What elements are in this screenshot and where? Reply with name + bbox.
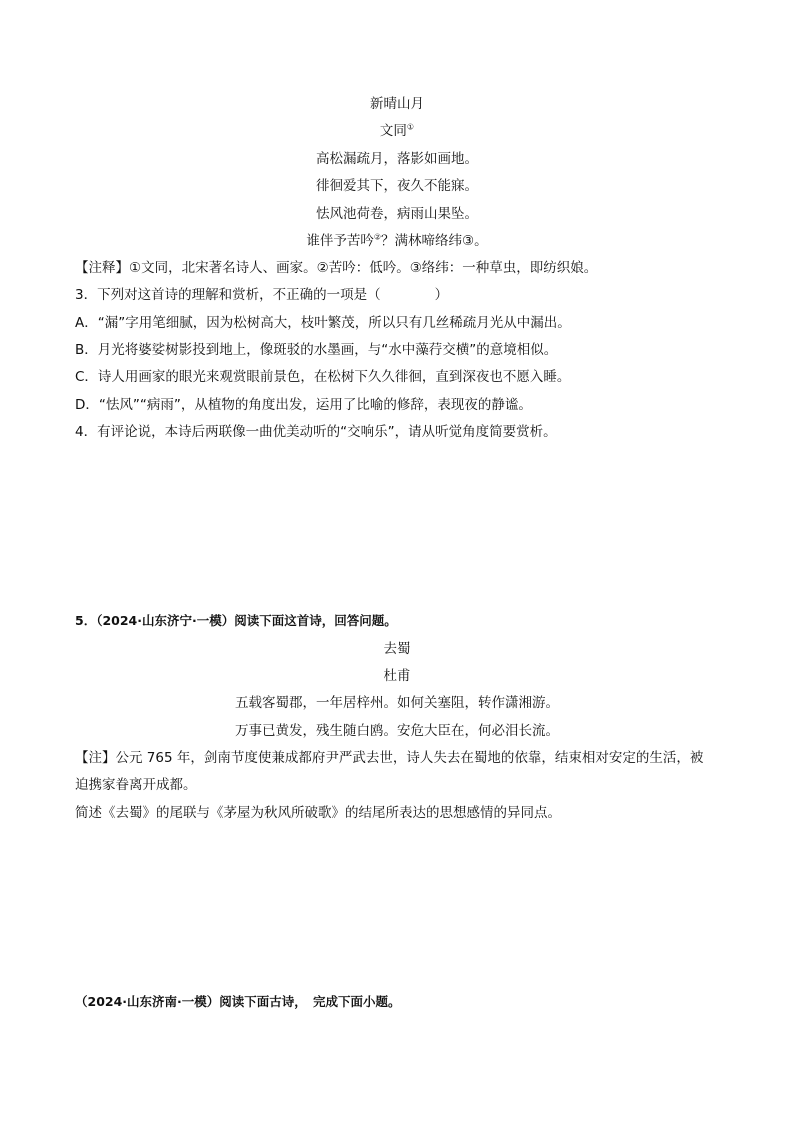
- poem1-author-name: 文同: [379, 123, 407, 139]
- poem1-line-4: [0, 232, 794, 250]
- poem1-line-2: 徘徊爱其下，夜久不能寐。: [316, 178, 478, 194]
- q5-poem-line-2: 万事已黄发，残生随白鸥。安危大臣在，何必泪长流。: [235, 723, 559, 739]
- poem1-line-1: 高松漏疏月，落影如画地。: [316, 151, 478, 167]
- q5-note-line-2: 迫携家眷离开成都。: [75, 777, 197, 793]
- poem1-line-4-text: 谁伴予苦吟: [306, 233, 374, 249]
- q5-note-line-1: 【注】公元 765 年，剑南节度使兼成都府尹严武去世，诗人失去在蜀地的依靠，结束相对安定的生活，被: [75, 750, 704, 766]
- poem1-line-4-note-mark: ②: [373, 232, 382, 242]
- q5-header: 5．（2024·山东济宁·一模）阅读下面这首诗，回答问题。: [75, 613, 397, 628]
- q5-poem-title: 去蜀: [383, 641, 411, 657]
- q5-poem-line-1: 五载客蜀郡，一年居梓州。如何关塞阻，转作潇湘游。: [235, 695, 559, 711]
- poem1-notes: 【注释】①文同，北宋著名诗人、画家。②苦吟：低吟。③络纬：一种草虫，即纺织娘。: [75, 260, 598, 276]
- q6-header: （2024·山东济南·一模）阅读下面古诗， 完成下面小题。: [75, 994, 401, 1009]
- q5-question: 简述《去蜀》的尾联与《茅屋为秋风所破歌》的结尾所表达的思想感情的异同点。: [75, 805, 561, 821]
- q3-option-b: B．月光将婆娑树影投到地上，像斑驳的水墨画，与“水中藻荇交横”的意境相似。: [75, 342, 558, 358]
- q5-poem-author: 杜甫: [383, 668, 411, 684]
- poem1-line-4-tail: ？满林啼络纬③。: [381, 233, 488, 249]
- q3-option-c: C．诗人用画家的眼光来观赏眼前景色，在松树下久久徘徊，直到深夜也不愿入睡。: [75, 369, 571, 385]
- q3-option-a: A．“漏”字用笔细腻，因为松树高大，枝叶繁茂，所以只有几丝稀疏月光从中漏出。: [75, 315, 571, 331]
- poem1-author: [0, 122, 794, 140]
- poem1-author-note-mark: ①: [406, 122, 415, 132]
- q3-stem: 3．下列对这首诗的理解和赏析，不正确的一项是（ ）: [75, 287, 449, 303]
- poem1-title: 新晴山月: [370, 96, 424, 112]
- q4-stem: 4．有评论说，本诗后两联像一曲优美动听的“交响乐”，请从听觉角度简要赏析。: [75, 424, 557, 440]
- q3-option-d: D．“怯风”“病雨”，从植物的角度出发，运用了比喻的修辞，表现夜的静谧。: [75, 397, 532, 413]
- poem1-line-3: 怯风池荷卷，病雨山果坠。: [316, 206, 478, 222]
